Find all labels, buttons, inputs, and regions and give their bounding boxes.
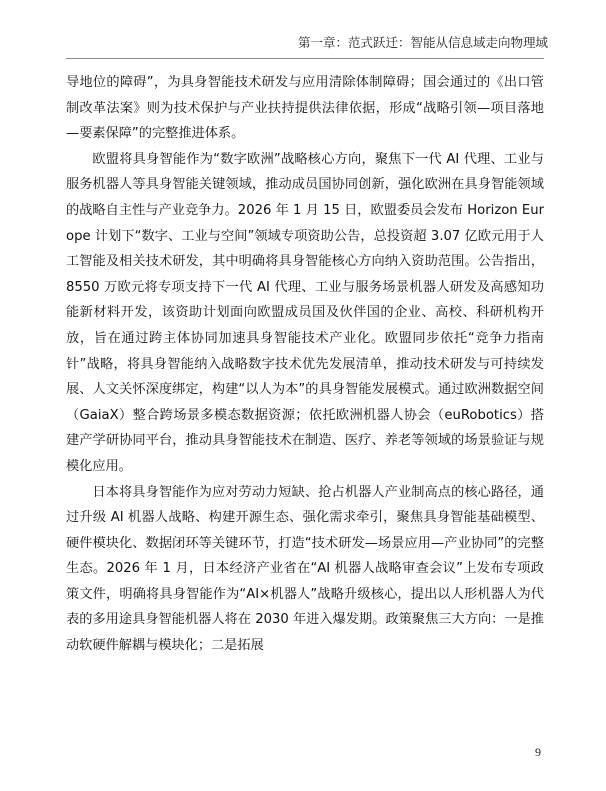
paragraph-japan: 日本将具身智能作为应对劳动力短缺、抢占机器人产业制高点的核心路径，通过升级 AI 机器人战略、构建开源生态、强化需求牵引，聚焦具身智能基础模型、硬件模块化、数据闭环等关键环节，打造“技术研发—场景应用—产业协同”的完整生态。2026 年 1 月，日本经济产业省在“AI 机器人战略审查会议”上发布专项政策文件，明确将具身智能作为“AI×机器人”战略升级核心，提出以人形机器人为代表的多用途具身智能机器人将在 2030 年进入爆发期。政策聚焦三大方向：一是推动软硬件解耦与模块化；二是拓展 xyxy=(66,484,544,654)
running-header-chapter-title: 第一章：范式跃迁：智能从信息域走向物理域 xyxy=(297,35,548,50)
page-number: 9 xyxy=(535,745,541,759)
body-text xyxy=(66,70,544,659)
paragraph-continuation-us: 导地位的障碍”，为具身智能技术研发与应用清除体制障碍；国会通过的《出口管制改革法案》则为技术保护与产业扶持提供法律依据，形成“战略引领—项目落地—要素保障”的完整推进体系。 xyxy=(66,75,544,142)
paragraph-eu: 欧盟将具身智能作为“数字欧洲”战略核心方向，聚焦下一代 AI 代理、工业与服务机器人等具身智能关键领域，推动成员国协同创新，强化欧洲在具身智能领域的战略自主性与产业竞争力。2026 年 1 月 15 日，欧盟委员会发布 Horizon Europe 计划下“数字、工业与空间”领域专项资助公告，总投资超 3.07 亿欧元用于人工智能及相关技术研发，其中明确将具身智能核心方向纳入资助范围。公告指出，8550 万欧元将专项支持下一代 AI 代理、工业与服务场景机器人研发及高感知功能新材料开发，该资助计划面向欧盟成员国及伙伴国的企业、高校、科研机构开放，旨在通过跨主体协同加速具身智能技术产业化。欧盟同步依托“竞争力指南针”战略，将具身智能纳入战略数字技术优先发展清单，推动技术研发与可持续发展、人文关怀深度绑定，构建“以人为本”的具身智能发展模式。通过欧洲数据空间（GaiaX）整合跨场景多模态数据资源；依托欧洲机器人协会（euRobotics）搭建产学研协同平台，推动具身智能技术在制造、医疗、养老等领域的场景验证与规模化应用。 xyxy=(66,151,544,474)
header-divider xyxy=(66,58,544,59)
